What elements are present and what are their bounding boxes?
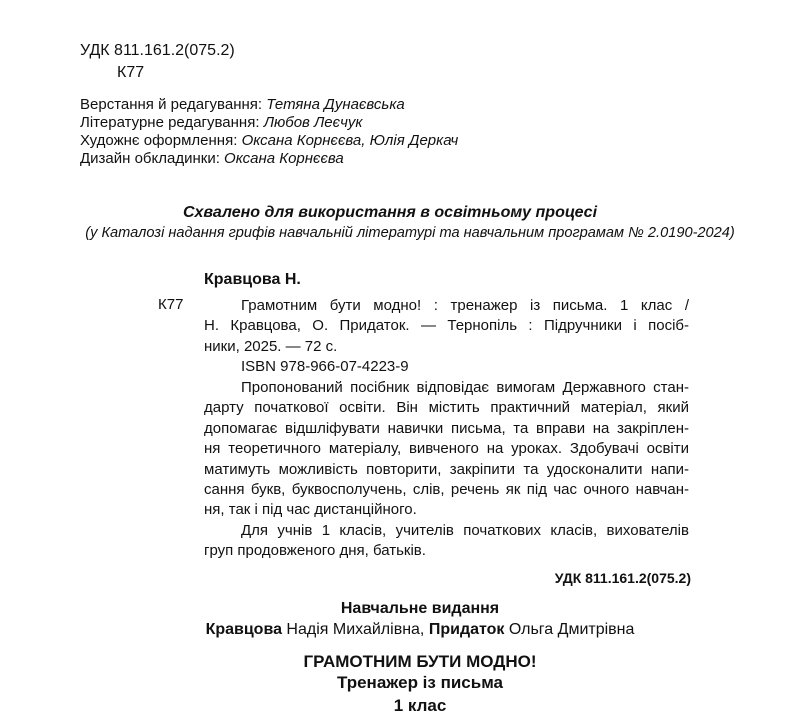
annotation xyxy=(204,378,689,562)
credit-names: Любов Леєчук xyxy=(263,114,363,131)
author-names: Надія Михайлівна, xyxy=(286,621,425,638)
audience-line: груп продовженого дня, батьків. xyxy=(204,542,426,560)
approval-catalog-note: (у Каталозі надання грифів навчальній літературі та навчальним програмам № 2.0190-2024) xyxy=(85,225,735,241)
catalog-code: К77 xyxy=(158,296,184,313)
annotation-line: дарту початкової освіти. Він містить практичний матеріал, який xyxy=(204,399,689,417)
author-surname: Кравцова xyxy=(205,621,282,638)
annotation-line: матимуть можливість повторити, закріпити та удосконалити напи- xyxy=(204,460,689,478)
isbn: ISBN 978-966-07-4223-9 xyxy=(241,358,409,376)
book-subtitle: Тренажер із письма xyxy=(336,673,503,692)
credit-role: Літературне редагування: xyxy=(80,114,260,131)
credit-line-art xyxy=(80,132,458,150)
bib-line: Н. Кравцова, О. Придаток. — Тернопіль : Підручники і посіб- xyxy=(204,317,689,335)
credit-line-literary xyxy=(80,114,362,132)
audience-line: Для учнів 1 класів, учителів початкових класів, вихователів xyxy=(241,521,689,539)
bib-line: ники, 2025. — 72 с. xyxy=(204,337,338,355)
edition-type: Навчальне видання xyxy=(340,600,500,617)
credit-role: Дизайн обкладинки: xyxy=(80,150,220,167)
catalog-author: Кравцова Н. xyxy=(204,271,301,288)
author-names: Ольга Дмитрівна xyxy=(508,621,635,638)
edition-authors xyxy=(180,620,660,639)
bib-line: Грамотним бути модно! : тренажер із письма. 1 клас / xyxy=(241,297,689,314)
credit-role: Верстання й редагування: xyxy=(80,96,263,113)
credit-names: Оксана Корнєєва xyxy=(224,150,344,167)
udk-header: УДК 811.161.2(075.2) xyxy=(80,42,235,59)
author-surname: Придаток xyxy=(428,621,505,638)
catalog-code-header: К77 xyxy=(117,64,145,81)
annotation-line: Пропонований посібник відповідає вимогам Державного стан- xyxy=(241,379,689,396)
bibliographic-description xyxy=(204,296,689,378)
credit-role: Художнє оформлення: xyxy=(80,132,238,149)
credit-names: Тетяна Дунаєвська xyxy=(266,96,405,113)
book-grade: 1 клас xyxy=(393,696,447,715)
annotation-line: допомагає відшліфувати навички письма, та вправи на закріплен- xyxy=(204,419,689,437)
udk-right: УДК 811.161.2(075.2) xyxy=(554,570,691,586)
annotation-line: сання букв, буквосполучень, слів, речень як під час очного навчан- xyxy=(204,481,689,499)
approval-title: Схвалено для використання в освітньому процесі xyxy=(182,204,598,221)
credit-names: Оксана Корнєєва, Юлія Деркач xyxy=(241,132,459,149)
book-title: ГРАМОТНИМ БУТИ МОДНО! xyxy=(303,652,537,671)
credit-line-cover xyxy=(80,150,344,168)
credit-line-layout xyxy=(80,96,405,114)
annotation-line: ня теоретичного матеріалу, вивченого на уроках. Здобувачі освіти xyxy=(204,440,689,458)
annotation-line: ня, так і під час дистанційного. xyxy=(204,501,417,519)
